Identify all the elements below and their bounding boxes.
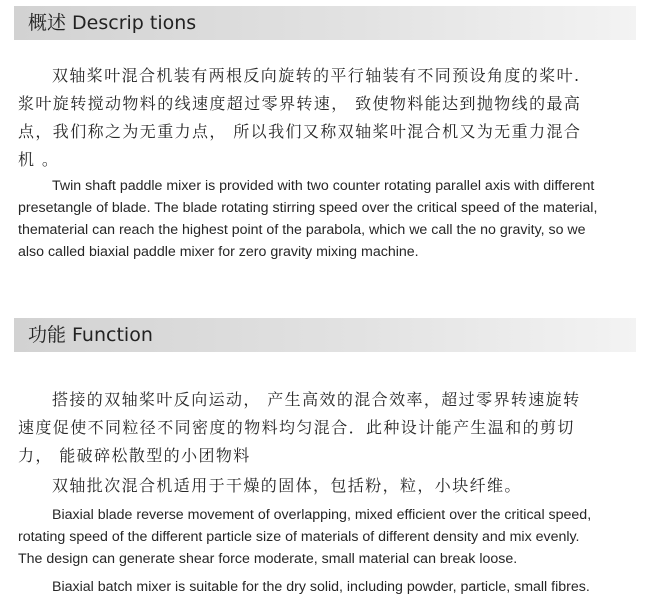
section-heading-descriptions: 概述 Descrip tions xyxy=(14,6,636,40)
text-line: thematerial can reach the highest point of the parabola, which we call the no gravity, so we xyxy=(18,222,586,238)
text-line: 双轴桨叶混合机装有两根反向旋转的平行轴装有不同预设角度的桨叶. xyxy=(52,66,581,85)
section-heading-function: 功能 Function xyxy=(14,318,636,352)
function-english-paragraph xyxy=(18,504,642,570)
text-line: presetangle of blade. The blade rotating stirring speed over the critical speed of the material, xyxy=(18,200,598,216)
text-line: 机 。 xyxy=(18,150,60,169)
function-chinese-paragraph xyxy=(18,386,642,470)
descriptions-chinese-paragraph xyxy=(18,62,642,174)
function-english-paragraph-2 xyxy=(18,576,642,598)
function-chinese-paragraph-2 xyxy=(18,472,642,500)
text-line: also called biaxial paddle mixer for zero gravity mixing machine. xyxy=(18,244,419,260)
text-line: 双轴批次混合机适用于干燥的固体，包括粉，粒，小块纤维。 xyxy=(52,476,522,495)
text-line: Twin shaft paddle mixer is provided with two counter rotating parallel axis with different xyxy=(52,178,595,194)
descriptions-english-paragraph xyxy=(18,175,642,263)
text-line: The design can generate shear force moderate, small material can break loose. xyxy=(18,551,518,567)
text-line: 搭接的双轴桨叶反向运动， 产生高效的混合效率，超过零界转速旋转 xyxy=(52,390,581,409)
text-line: 点，我们称之为无重力点， 所以我们又称双轴桨叶混合机又为无重力混合 xyxy=(18,122,582,141)
text-line: 浆叶旋转搅动物料的线速度超过零界转速， 致使物料能达到抛物线的最高 xyxy=(18,94,582,113)
text-line: 速度促使不同粒径不同密度的物料均匀混合．此种设计能产生温和的剪切 xyxy=(18,418,575,437)
text-line: rotating speed of the different particle size of materials of different density and mix evenly. xyxy=(18,529,580,545)
text-line: 力， 能破碎松散型的小团物料 xyxy=(18,446,251,465)
text-line: Biaxial batch mixer is suitable for the dry solid, including powder, particle, small fibres. xyxy=(52,579,590,595)
text-line: Biaxial blade reverse movement of overlapping, mixed efficient over the critical speed, xyxy=(52,507,592,523)
